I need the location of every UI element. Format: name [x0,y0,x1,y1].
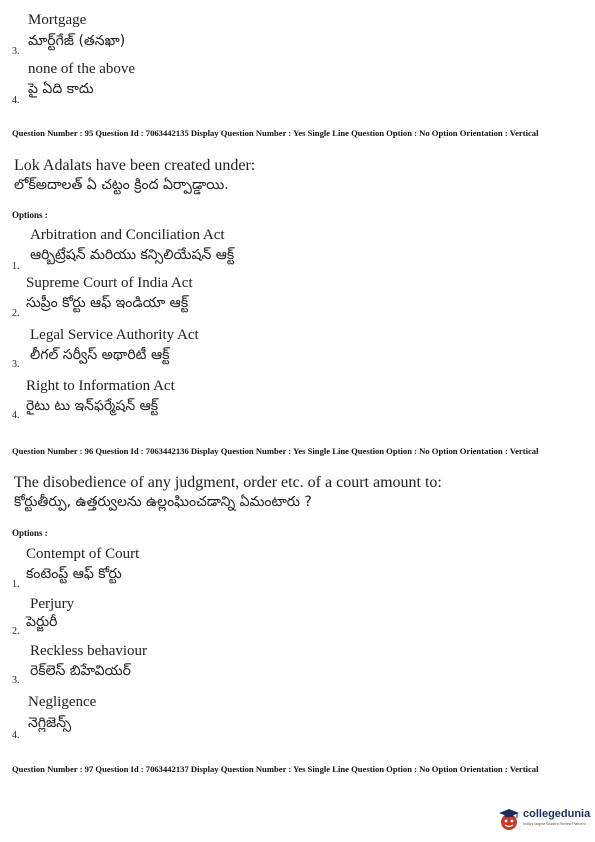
q96-opt4-te: నెగ్లిజెన్స్ [28,715,72,731]
q96-opt3-te: రెక్‌లెస్ బిహేవియర్ [30,663,131,679]
q94-opt4-en: none of the above [28,61,136,77]
q96-question-te: కోర్టుతీర్పు, ఉత్తర్వులను ఉల్లంఘించడాన్ని ఏమంటారు ? [14,494,312,510]
q95-options-label: Options : [12,210,48,220]
q94-opt4-num: 4. [12,95,20,106]
q95-opt3-te: లీగల్ సర్వీస్ అథారిటీ ఆక్ట్ [30,347,170,363]
q95-opt1-num: 1. [12,261,20,272]
q95-opt2-te: సుప్రీం కోర్టు ఆఫ్ ఇండియా ఆక్ట్ [26,295,189,311]
q95-opt2-en: Supreme Court of India Act [26,275,193,291]
q94-opt3-num: 3. [12,46,20,57]
q96-meta: Question Number : 96 Question Id : 7063442136 Display Question Number : Yes Single Line Question Option : No Option Orientation : Vertical [12,446,539,456]
graduate-mascot-icon [497,807,521,833]
brand-name: collegedunia [523,808,591,820]
q95-question-en: Lok Adalats have been created under: [14,157,256,174]
q96-opt1-num: 1. [12,579,20,590]
q95-opt2-num: 2. [12,308,20,319]
q96-opt4-num: 4. [12,730,20,741]
q96-opt3-en: Reckless behaviour [30,643,148,659]
q95-meta: Question Number : 95 Question Id : 7063442135 Display Question Number : Yes Single Line Question Option : No Option Orientation : Vertical [12,128,539,138]
collegedunia-logo [497,805,592,835]
q96-opt2-en: Perjury [30,596,75,612]
q94-opt4-te: పై ఏది కాదు [28,81,94,97]
q96-opt1-te: కంటెంప్ట్ ఆఫ్ కోర్టు [26,566,122,582]
q95-opt4-te: రైటు టు ఇన్‌ఫర్మేషన్ ఆక్ట్ [26,398,159,414]
q96-opt2-te: పెర్జురీ [26,614,58,630]
q96-question-en: The disobedience of any judgment, order etc. of a court amount to: [14,474,442,491]
q95-opt3-en: Legal Service Authority Act [30,327,199,343]
q95-opt4-en: Right to Information Act [26,378,175,394]
q95-opt3-num: 3. [12,359,20,370]
q97-meta: Question Number : 97 Question Id : 7063442137 Display Question Number : Yes Single Line Question Option : No Option Orientation : Vertical [12,764,539,774]
q96-opt4-en: Negligence [28,694,97,710]
q94-opt3-en: Mortgage [28,12,87,28]
q95-opt4-num: 4. [12,410,20,421]
brand-tagline: India's largest Student Review Platform [523,822,586,826]
q96-opt1-en: Contempt of Court [26,546,140,562]
q95-opt1-en: Arbitration and Conciliation Act [30,227,225,243]
q94-opt3-te: మార్ట్‌గేజ్ (తనఖా) [28,33,126,49]
q96-opt3-num: 3. [12,675,20,686]
q96-options-label: Options : [12,528,48,538]
q96-opt2-num: 2. [12,626,20,637]
q95-question-te: లోక్‌అదాలత్ ఏ చట్టం క్రింద ఏర్పాడ్డాయి. [14,177,229,193]
q95-opt1-te: ఆర్బిట్రేషన్ మరియు కన్సిలియేషన్ ఆక్ట్ [30,247,235,263]
